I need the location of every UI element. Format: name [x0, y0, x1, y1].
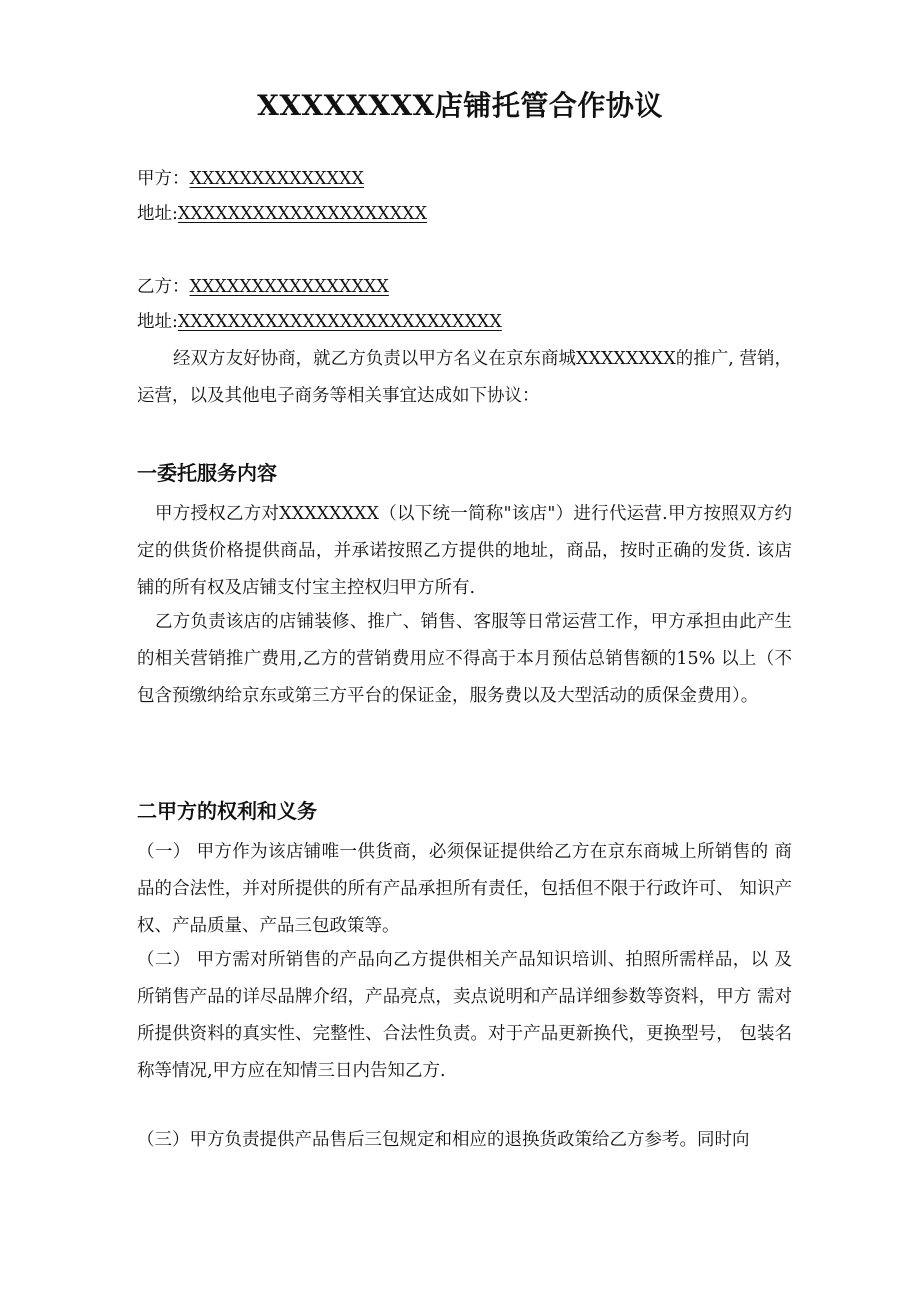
party-a-address: XXXXXXXXXXXXXXXXXXXX [177, 204, 428, 224]
party-b-address-line [137, 305, 797, 339]
party-b-address-label: 地址: [137, 312, 178, 332]
party-a-label: 甲方： [137, 169, 190, 189]
section-1-paragraph-1: 甲方授权乙方对XXXXXXXX（以下统一简称"该店"）进行代运营.甲方按照双方约定的供货价格提供商品，并承诺按照乙方提供的地址，商品，按时正确的发货. 该店铺的所有权及店铺支付宝主控权归甲方所有. [137, 504, 792, 598]
party-a-address-label: 地址: [137, 204, 178, 224]
party-b-address: XXXXXXXXXXXXXXXXXXXXXXXXXX [177, 312, 502, 332]
intro-paragraph: 经双方友好协商，就乙方负责以甲方名义在京东商城XXXXXXXX的推广, 营销，运营，以及其他电子商务等相关事宜达成如下协议： [137, 349, 792, 406]
party-a-address-line [137, 197, 797, 231]
party-a-name: XXXXXXXXXXXXXX [189, 169, 364, 189]
section-2-heading: 二甲方的权利和义务 [137, 799, 317, 823]
document-title: XXXXXXXX店铺托管合作协议 [257, 89, 663, 122]
section-2-item-3: （三）甲方负责提供产品售后三包规定和相应的退换货政策给乙方参考。同时向 [137, 1130, 750, 1150]
section-1-paragraph-2: 乙方负责该店的店铺装修、推广、销售、客服等日常运营工作，甲方承担由此产生的相关营销推广费用,乙方的营销费用应不得高于本月预估总销售额的15% 以上（不包含预缴纳给京东或第三方平台的保证金，服务费以及大型活动的质保金费用）。 [137, 612, 792, 706]
party-b-label: 乙方： [137, 277, 190, 297]
section-1-heading: 一委托服务内容 [137, 461, 277, 485]
party-b-line [137, 270, 797, 304]
party-a-line [137, 162, 797, 196]
section-2-item-2: （二） 甲方需对所销售的产品向乙方提供相关产品知识培训、拍照所需样品，以 及所销售产品的详尽品牌介绍，产品亮点，卖点说明和产品详细参数等资料，甲方 需对所提供资料的真实性、完整性、合法性负责。对于产品更新换代，更换型号， 包装名称等情况,甲方应在知情三日内告知乙方. [137, 950, 792, 1081]
party-b-name: XXXXXXXXXXXXXXXX [189, 277, 389, 297]
section-2-item-1: （一） 甲方作为该店铺唯一供货商，必须保证提供给乙方在京东商城上所销售的 商品的合法性，并对所提供的所有产品承担所有责任，包括但不限于行政许可、 知识产权、产品质量、产品三包政策等。 [137, 842, 792, 936]
